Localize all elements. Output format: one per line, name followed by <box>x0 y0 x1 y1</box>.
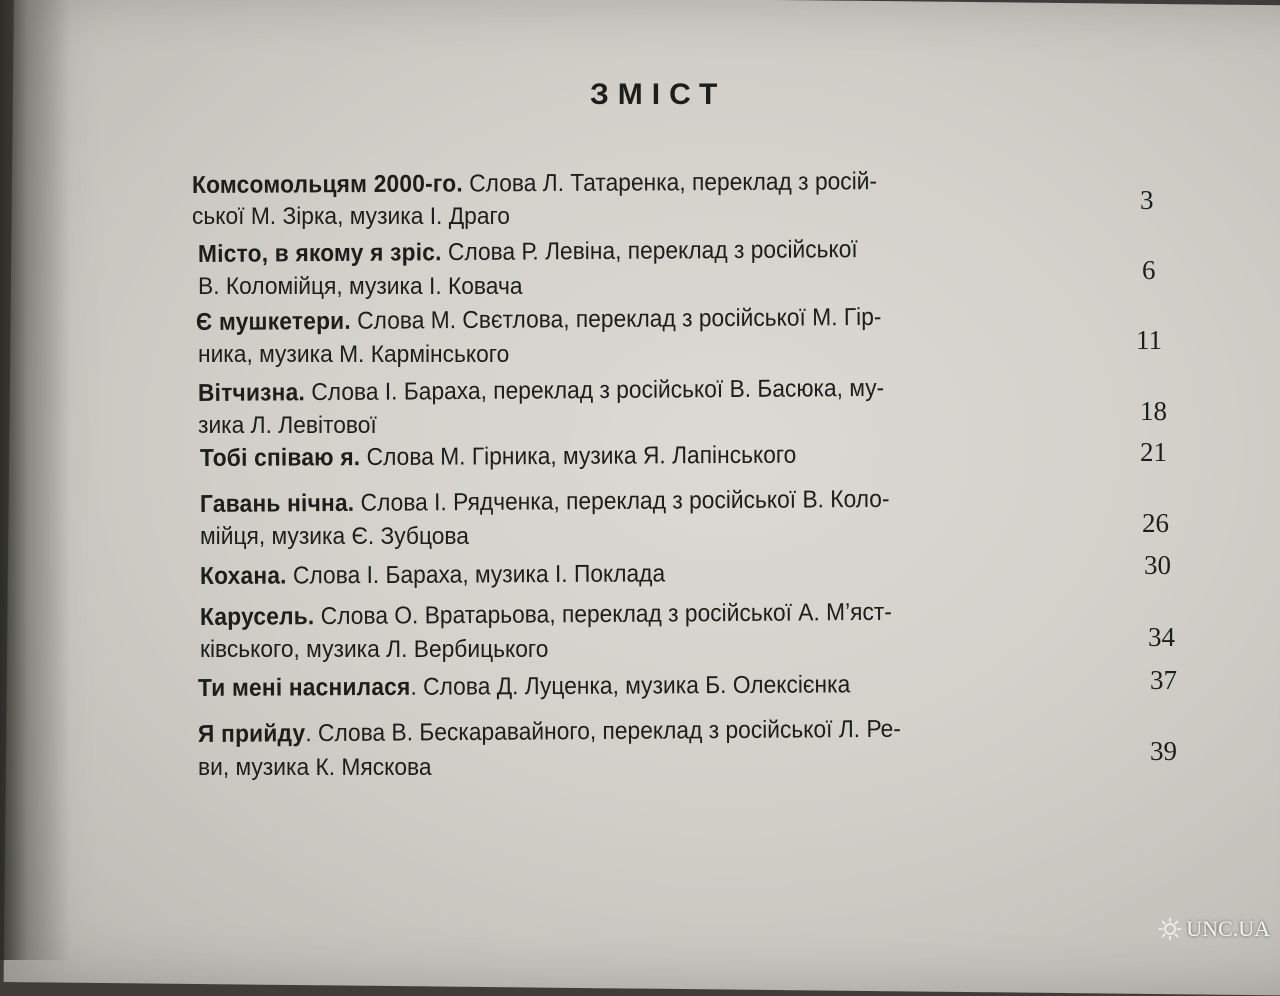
entry-line-2: мійця, музика Є. Зубцова <box>200 523 469 550</box>
page-number: 11 <box>1136 325 1162 355</box>
entry-line-1 <box>200 442 796 473</box>
entry-title: Місто, в якому я зріс. <box>197 239 442 268</box>
entry-credits: . Слова В. Бескаравайного, переклад з російської Л. Ре- <box>305 715 901 748</box>
entry-title: Гавань нічна. <box>199 489 355 518</box>
entry-line-1 <box>198 716 901 749</box>
entry-line-2: ської М. Зірка, музика І. Драго <box>192 203 510 230</box>
entry-title: Кохана. <box>199 562 287 590</box>
page-number: 30 <box>1144 550 1171 580</box>
entry-title: Вітчизна. <box>197 379 306 407</box>
entry-title: Я прийду <box>197 720 306 748</box>
page-number: 37 <box>1150 665 1177 695</box>
page-number: 21 <box>1140 437 1167 467</box>
page-number: 39 <box>1150 736 1177 766</box>
entry-line-1 <box>200 486 890 519</box>
entry-title: Комсомольцям 2000-го. <box>191 170 463 199</box>
entry-line-1 <box>192 168 877 200</box>
entry-line-2: В. Коломійця, музика І. Ковача <box>198 273 523 300</box>
contents-heading: ЗМІСТ <box>590 78 727 111</box>
entry-line-1 <box>200 560 665 591</box>
watermark-text: UNC.UA <box>1186 916 1270 941</box>
entry-credits: Слова Л. Татаренка, переклад з росій- <box>462 168 878 198</box>
entry-credits: Слова Р. Левіна, переклад з російської <box>441 236 858 267</box>
entry-credits: Слова М. Свєтлова, переклад з російської М. Гір- <box>350 303 882 335</box>
page-number: 34 <box>1148 622 1175 652</box>
page-number: 18 <box>1140 396 1167 426</box>
entry-line-2: ви, музика К. Мяскова <box>198 754 432 781</box>
entry-title: Є мушкетери. <box>195 307 351 336</box>
entry-credits: Слова О. Вратарьова, переклад з російської А. М’яст- <box>314 598 892 631</box>
page-number: 3 <box>1140 185 1154 215</box>
entry-credits: Слова І. Рядченка, переклад з російської В. Коло- <box>354 485 890 517</box>
watermark <box>1158 916 1270 942</box>
page-number: 26 <box>1142 508 1169 538</box>
entry-line-2: ника, музика М. Кармінського <box>198 341 510 368</box>
entry-credits: Слова І. Бараха, музика І. Поклада <box>286 560 666 590</box>
entry-title: Ти мені наснилася <box>197 673 411 702</box>
entry-line-2: зика Л. Левітової <box>198 412 377 439</box>
entry-line-1 <box>200 599 892 632</box>
sun-logo-icon <box>1158 917 1182 941</box>
entry-credits: Слова І. Бараха, переклад з російської В. Басюка, му- <box>304 374 885 407</box>
entry-line-1 <box>196 304 882 337</box>
entry-line-2: ківського, музика Л. Вербицького <box>200 636 549 663</box>
entry-line-1 <box>198 375 884 408</box>
entry-title: Карусель. <box>199 603 315 631</box>
entry-credits: Слова М. Гірника, музика Я. Лапінського <box>360 441 797 472</box>
entry-line-1 <box>198 236 858 269</box>
page-number: 6 <box>1142 255 1156 285</box>
entry-credits: . Слова Д. Луценка, музика Б. Олексієнка <box>410 671 851 701</box>
entry-line-1 <box>198 671 850 703</box>
entry-title: Тобі співаю я. <box>199 444 361 472</box>
